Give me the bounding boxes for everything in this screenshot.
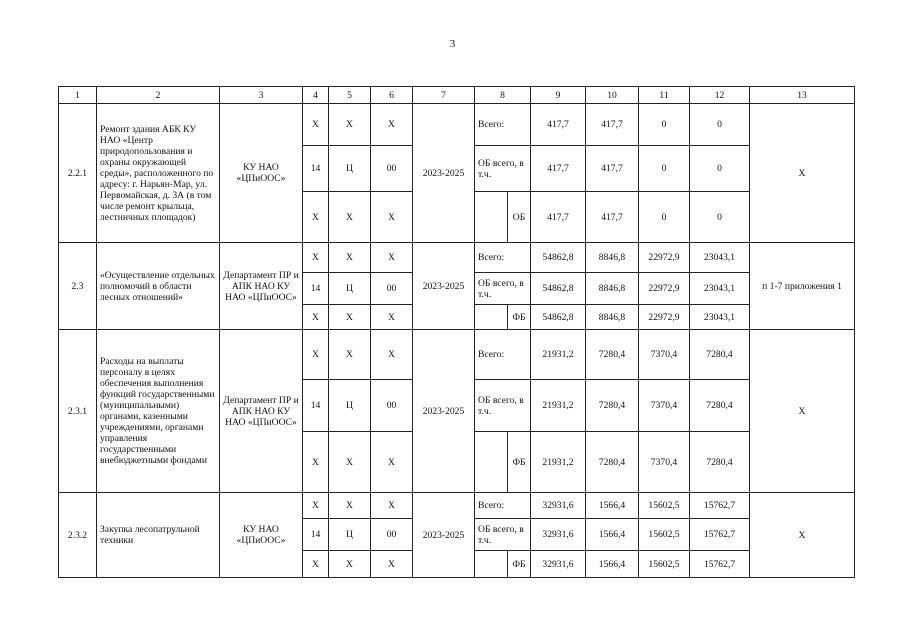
code-col6: 00 — [371, 380, 413, 432]
executor: Департамент ПР и АПК НАО КУ НАО «ЦПиООС» — [220, 330, 303, 493]
code-col5: Х — [329, 104, 371, 146]
funding-source: Всего: — [475, 104, 531, 146]
value-col11: 22972,9 — [639, 305, 690, 330]
value-col9: 32931,6 — [531, 519, 586, 551]
code-col4: Х — [303, 243, 329, 273]
page-number: 3 — [449, 38, 456, 50]
code-col6: 00 — [371, 273, 413, 305]
code-col4: Х — [303, 330, 329, 380]
code-col6: Х — [371, 432, 413, 493]
value-col11: 7370,4 — [639, 432, 690, 493]
code-col5: Х — [329, 432, 371, 493]
header-cell: 7 — [413, 87, 475, 104]
header-cell: 5 — [329, 87, 371, 104]
executor: КУ НАО «ЦПиООС» — [220, 493, 303, 578]
executor: Департамент ПР и АПК НАО КУ НАО «ЦПиООС» — [220, 243, 303, 330]
measure-name: «Осуществление отдельных полномочий в области лесных отношений» — [97, 243, 220, 330]
header-row — [59, 87, 855, 104]
value-col11: 22972,9 — [639, 243, 690, 273]
value-col9: 21931,2 — [531, 432, 586, 493]
value-col11: 15602,5 — [639, 551, 690, 578]
value-col12: 0 — [690, 104, 750, 146]
code-col4: 14 — [303, 146, 329, 192]
table-row — [59, 330, 855, 380]
code-col4: Х — [303, 551, 329, 578]
header-cell: 11 — [639, 87, 690, 104]
funding-source-label: ОБ — [507, 192, 530, 242]
period: 2023-2025 — [413, 104, 475, 243]
header-cell: 1 — [59, 87, 97, 104]
note: Х — [750, 493, 855, 578]
value-col12: 23043,1 — [690, 305, 750, 330]
value-col12: 23043,1 — [690, 273, 750, 305]
funding-source-label: ФБ — [507, 551, 530, 577]
row-number: 2.3 — [59, 243, 97, 330]
funding-source: Всего: — [475, 243, 531, 273]
value-col9: 417,7 — [531, 192, 586, 243]
value-col11: 7370,4 — [639, 380, 690, 432]
header-cell: 8 — [475, 87, 531, 104]
code-col6: 00 — [371, 519, 413, 551]
value-col12: 15762,7 — [690, 551, 750, 578]
value-col10: 1566,4 — [586, 519, 639, 551]
value-col9: 417,7 — [531, 104, 586, 146]
code-col4: 14 — [303, 380, 329, 432]
header-cell: 12 — [690, 87, 750, 104]
code-col5: Х — [329, 305, 371, 330]
value-col10: 7280,4 — [586, 432, 639, 493]
header-cell: 6 — [371, 87, 413, 104]
value-col10: 7280,4 — [586, 380, 639, 432]
note: п 1-7 приложения 1 — [750, 243, 855, 330]
period: 2023-2025 — [413, 243, 475, 330]
value-col9: 417,7 — [531, 146, 586, 192]
code-col6: Х — [371, 493, 413, 519]
funding-source — [475, 551, 531, 578]
value-col11: 0 — [639, 192, 690, 243]
funding-source — [475, 192, 531, 243]
code-col5: Х — [329, 551, 371, 578]
period: 2023-2025 — [413, 493, 475, 578]
value-col10: 8846,8 — [586, 305, 639, 330]
funding-source — [475, 432, 531, 493]
value-col9: 32931,6 — [531, 493, 586, 519]
row-number: 2.2.1 — [59, 104, 97, 243]
value-col10: 1566,4 — [586, 551, 639, 578]
budget-table — [58, 86, 855, 578]
code-col5: Ц — [329, 273, 371, 305]
funding-source: Всего: — [475, 330, 531, 380]
code-col5: Х — [329, 243, 371, 273]
table-row — [59, 104, 855, 146]
value-col11: 7370,4 — [639, 330, 690, 380]
funding-source: ОБ всего, в т.ч. — [475, 146, 531, 192]
funding-source: ОБ всего, в т.ч. — [475, 380, 531, 432]
measure-name: Ремонт здания АБК КУ НАО «Центр природопользования и охраны окружающей среды», расположенного по адресу: г. Нарьян-Мар, ул. Первомайская, д. 3А (в том числе ремонт крыльца, лестничных площадок) — [97, 104, 220, 243]
value-col10: 7280,4 — [586, 330, 639, 380]
value-col9: 21931,2 — [531, 380, 586, 432]
code-col4: Х — [303, 493, 329, 519]
measure-name: Расходы на выплаты персоналу в целях обеспечения выполнения функций государственными (муниципальными) органами, казенными учреждениями, органами управления государственными внебюджетными фондами — [97, 330, 220, 493]
funding-source — [475, 305, 531, 330]
code-col6: Х — [371, 243, 413, 273]
executor: КУ НАО «ЦПиООС» — [220, 104, 303, 243]
value-col12: 7280,4 — [690, 330, 750, 380]
period: 2023-2025 — [413, 330, 475, 493]
value-col10: 1566,4 — [586, 493, 639, 519]
header-cell: 9 — [531, 87, 586, 104]
code-col4: Х — [303, 192, 329, 243]
code-col6: Х — [371, 551, 413, 578]
funding-source-label: ФБ — [507, 432, 530, 492]
code-col4: Х — [303, 432, 329, 493]
value-col12: 7280,4 — [690, 432, 750, 493]
value-col9: 32931,6 — [531, 551, 586, 578]
code-col4: 14 — [303, 519, 329, 551]
value-col9: 54862,8 — [531, 273, 586, 305]
funding-source-label: ФБ — [507, 305, 530, 329]
header-cell: 4 — [303, 87, 329, 104]
funding-source: ОБ всего, в т.ч. — [475, 519, 531, 551]
row-number: 2.3.1 — [59, 330, 97, 493]
code-col6: Х — [371, 330, 413, 380]
funding-source: ОБ всего, в т.ч. — [475, 273, 531, 305]
value-col9: 21931,2 — [531, 330, 586, 380]
code-col4: Х — [303, 104, 329, 146]
code-col6: 00 — [371, 146, 413, 192]
code-col6: Х — [371, 104, 413, 146]
code-col5: Ц — [329, 380, 371, 432]
value-col11: 15602,5 — [639, 493, 690, 519]
value-col11: 0 — [639, 104, 690, 146]
note: Х — [750, 330, 855, 493]
value-col10: 8846,8 — [586, 243, 639, 273]
value-col12: 23043,1 — [690, 243, 750, 273]
code-col4: 14 — [303, 273, 329, 305]
code-col5: Х — [329, 192, 371, 243]
note: Х — [750, 104, 855, 243]
funding-source: Всего: — [475, 493, 531, 519]
value-col11: 15602,5 — [639, 519, 690, 551]
code-col6: Х — [371, 192, 413, 243]
value-col12: 7280,4 — [690, 380, 750, 432]
table-row — [59, 243, 855, 273]
code-col5: Ц — [329, 519, 371, 551]
value-col9: 54862,8 — [531, 243, 586, 273]
value-col11: 0 — [639, 146, 690, 192]
code-col5: Х — [329, 330, 371, 380]
value-col11: 22972,9 — [639, 273, 690, 305]
value-col12: 0 — [690, 192, 750, 243]
code-col6: Х — [371, 305, 413, 330]
value-col10: 8846,8 — [586, 273, 639, 305]
value-col12: 15762,7 — [690, 493, 750, 519]
table-row — [59, 493, 855, 519]
code-col5: Х — [329, 493, 371, 519]
value-col12: 15762,7 — [690, 519, 750, 551]
header-cell: 2 — [97, 87, 220, 104]
row-number: 2.3.2 — [59, 493, 97, 578]
value-col10: 417,7 — [586, 192, 639, 243]
measure-name: Закупка лесопатрульной техники — [97, 493, 220, 578]
header-cell: 13 — [750, 87, 855, 104]
header-cell: 10 — [586, 87, 639, 104]
code-col5: Ц — [329, 146, 371, 192]
header-cell: 3 — [220, 87, 303, 104]
value-col9: 54862,8 — [531, 305, 586, 330]
code-col4: Х — [303, 305, 329, 330]
value-col12: 0 — [690, 146, 750, 192]
value-col10: 417,7 — [586, 104, 639, 146]
value-col10: 417,7 — [586, 146, 639, 192]
